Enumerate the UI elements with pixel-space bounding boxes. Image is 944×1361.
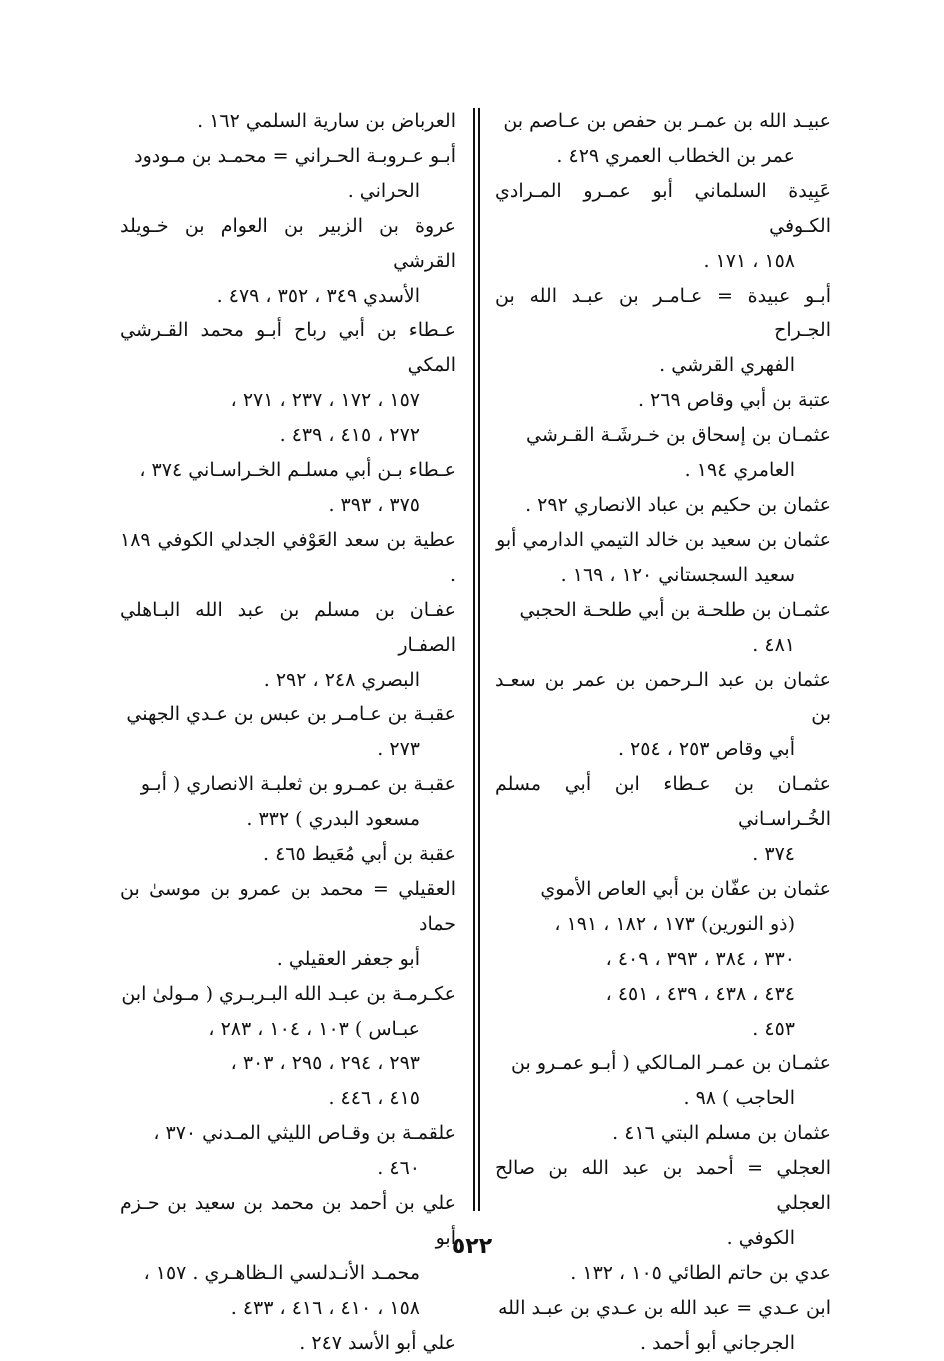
index-entry — [120, 523, 456, 593]
index-entry — [120, 209, 456, 314]
entry-continuation-line: مسعود البدري ) ٣٣٢ . — [246, 808, 420, 831]
entry-heading-line: علقمـة بن وقـاص الليثي المـدني ٣٧٠ ، — [153, 1122, 456, 1145]
entry-continuation-line: البصري ٢٤٨ ، ٢٩٢ . — [263, 668, 420, 691]
index-entry — [495, 383, 831, 418]
index-entry — [120, 697, 456, 767]
index-entry — [120, 104, 456, 139]
entry-continuation-line: ٤٨١ . — [752, 633, 795, 656]
page-number: ٥٢٢ — [451, 1234, 493, 1259]
entry-heading-line: عـطاء بن أبي رباح أبـو محمد القـرشي المكي — [120, 319, 456, 377]
entry-heading-line: أبـو عبيدة = عـامـر بن عبـد الله بن الجـراح — [495, 284, 831, 342]
entry-continuation-line: سعيد السجستاني ١٢٠ ، ١٦٩ . — [560, 563, 795, 586]
entry-continuation-line: محمـد الأنـدلسي الـظاهـري . ١٥٧ ، — [143, 1261, 420, 1284]
entry-heading-line: العجلي = أحمد بن عبد الله بن صالح العجلي — [495, 1157, 831, 1215]
index-entry — [495, 1116, 831, 1151]
entry-heading-line: عَبِيدة السلماني أبو عمـرو المـرادي الكـوفي — [495, 179, 831, 237]
index-entry — [495, 488, 831, 523]
index-entry — [120, 1326, 456, 1361]
entry-heading-line: عثمـان بن عمـر المـالكي ( أبـو عمـرو بن — [511, 1052, 831, 1075]
index-entry — [495, 1291, 831, 1361]
entry-heading-line: ابن عـدي = عبد الله بن عـدي بن عبـد الله — [497, 1296, 831, 1319]
entry-continuation-line: الجرجاني أبو أحمد . — [640, 1331, 795, 1354]
index-entry — [495, 104, 831, 174]
index-entry — [495, 279, 831, 384]
entry-heading-line: عروة بن الزبير بن العوام بن خـويلد القرشي — [120, 214, 456, 272]
index-entry — [495, 872, 831, 1047]
index-entry — [120, 593, 456, 698]
entry-continuation-line: ١٥٧ ، ١٧٢ ، ٢٣٧ ، ٢٧١ ، — [230, 389, 420, 412]
entry-heading-line: عتبة بن أبي وقاص ٢٦٩ . — [637, 389, 831, 412]
index-entry — [120, 977, 456, 1117]
index-entry — [495, 174, 831, 279]
entry-continuation-line: ٢٩٣ ، ٢٩٤ ، ٢٩٥ ، ٣٠٣ ، — [230, 1052, 420, 1075]
entry-continuation-line: ٣٣٠ ، ٣٨٤ ، ٣٩٣ ، ٤٠٩ ، — [605, 947, 795, 970]
index-column-right — [495, 104, 831, 1361]
index-entry — [495, 593, 831, 663]
entry-heading-line: علي بن أحمد بن محمد بن سعيد بن حـزم أبو — [120, 1192, 456, 1249]
index-entry — [120, 453, 456, 523]
index-entry — [495, 523, 831, 593]
entry-continuation-line: ٤٦٠ . — [377, 1157, 420, 1180]
index-entry — [120, 139, 456, 209]
index-entry — [120, 872, 456, 977]
index-entry — [495, 1256, 831, 1291]
entry-continuation-line: ٢٧٢ ، ٤١٥ ، ٤٣٩ . — [279, 424, 420, 447]
entry-continuation-line: عمر بن الخطاب العمري ٤٢٩ . — [556, 144, 795, 167]
entry-heading-line: عثمـان بن إسحاق بن خـرشَـة القـرشي — [525, 424, 831, 447]
entry-continuation-line: ٤٥٣ . — [752, 1017, 795, 1040]
index-entry — [495, 418, 831, 488]
entry-continuation-line: الحراني . — [347, 179, 420, 202]
entry-continuation-line: ٤١٥ ، ٤٤٦ . — [328, 1087, 420, 1110]
entry-heading-line: عثمان بن عفّان بن أبي العاص الأموي — [540, 877, 831, 900]
entry-continuation-line: العامري ١٩٤ . — [684, 459, 795, 482]
entry-heading-line: أبـو عـروبـة الحـراني = محمـد بن مـودود — [134, 144, 456, 167]
entry-heading-line: عقبـة بن عمـرو بن ثعلبـة الانصاري ( أبـو — [140, 773, 456, 796]
entry-continuation-line: ١٥٨ ، ٤١٠ ، ٤١٦ ، ٤٣٣ . — [230, 1296, 420, 1319]
index-entry — [120, 837, 456, 872]
entry-continuation-line: الحاجب ) ٩٨ . — [683, 1087, 795, 1110]
index-entry — [120, 313, 456, 453]
entry-continuation-line: أبي وقاص ٢٥٣ ، ٢٥٤ . — [617, 738, 795, 761]
entry-heading-line: عثمان بن عبد الـرحمن بن عمر بن سعـد بن — [495, 668, 831, 726]
entry-heading-line: عقبـة بن عـامـر بن عبس بن عـدي الجهني — [126, 703, 456, 726]
entry-continuation-line: (ذو النورين) ١٧٣ ، ١٨٢ ، ١٩١ ، — [554, 912, 795, 935]
index-entry — [495, 767, 831, 872]
entry-heading-line: عثمـان بن عـطاء ابن أبي مسلم الخُـراسـاني — [495, 773, 831, 831]
entry-heading-line: عطية بن سعد العَوْفي الجدلي الكوفي ١٨٩ . — [120, 528, 456, 586]
entry-continuation-line: الفهري القرشي . — [659, 354, 795, 377]
entry-heading-line: عفـان بن مسلم بن عبد الله البـاهلي الصفـار — [120, 598, 456, 656]
index-entry — [120, 767, 456, 837]
entry-heading-line: العرباض بن سارية السلمي ١٦٢ . — [197, 110, 456, 132]
entry-heading-line: عثمـان بن طلحـة بن أبي طلحـة الحجبي — [519, 598, 831, 621]
entry-continuation-line: ١٥٨ ، ١٧١ . — [703, 249, 795, 272]
entry-heading-line: عثمان بن مسلم البتي ٤١٦ . — [612, 1122, 831, 1145]
entry-heading-line: العقيلي = محمد بن عمرو بن موسىٰ بن حماد — [120, 877, 456, 935]
entry-heading-line: عقبة بن أبي مُعَيط ٤٦٥ . — [262, 843, 456, 866]
index-column-left — [120, 104, 456, 1361]
entry-continuation-line: الكوفي . — [726, 1227, 795, 1249]
entry-continuation-line: الأسدي ٣٤٩ ، ٣٥٢ ، ٤٧٩ . — [216, 284, 420, 307]
entry-continuation-line: ٤٣٤ ، ٤٣٨ ، ٤٣٩ ، ٤٥١ ، — [605, 982, 795, 1005]
entry-continuation-line: عبـاس ) ١٠٣ ، ١٠٤ ، ٢٨٣ ، — [208, 1017, 420, 1040]
column-divider — [473, 108, 480, 1211]
entry-heading-line: عثمان بن سعيد بن خالد التيمي الدارمي أبو — [496, 528, 831, 551]
index-entry — [120, 1116, 456, 1186]
entry-continuation-line: ٣٧٥ ، ٣٩٣ . — [328, 493, 420, 516]
index-entry — [495, 1046, 831, 1116]
entry-continuation-line: ٣٧٤ . — [752, 843, 795, 866]
entry-heading-line: عـطاء بـن أبي مسلـم الخـراسـاني ٣٧٤ ، — [139, 459, 456, 482]
entry-heading-line: عكـرمـة بن عبـد الله البـربـري ( مـولىٰ ابن — [121, 982, 456, 1005]
index-entry — [495, 663, 831, 768]
entry-continuation-line: أبو جعفر العقيلي . — [276, 947, 420, 970]
entry-heading-line: عثمان بن حكيم بن عباد الانصاري ٢٩٢ . — [525, 493, 831, 516]
entry-heading-line: علي أبو الأسد ٢٤٧ . — [299, 1331, 456, 1354]
entry-heading-line: عبيـد الله بن عمـر بن حفص بن عـاصم بن — [503, 110, 831, 132]
entry-heading-line: عدي بن حاتم الطائي ١٠٥ ، ١٣٢ . — [570, 1261, 831, 1284]
entry-continuation-line: ٢٧٣ . — [377, 738, 420, 761]
